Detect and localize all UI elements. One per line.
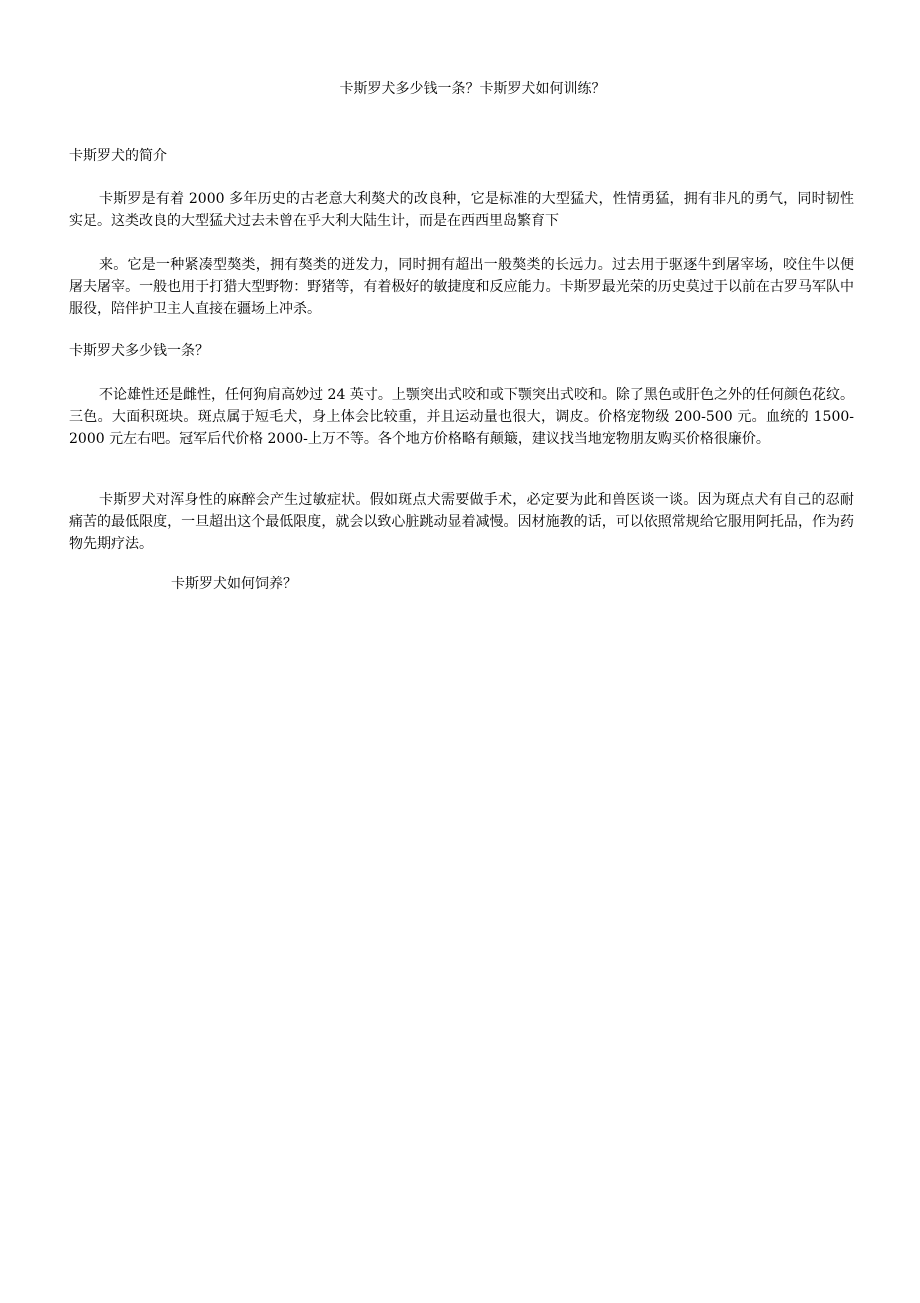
paragraph: 卡斯罗是有着 2000 多年历史的古老意大利獒犬的改良种，它是标准的大型猛犬，性情勇猛，拥有非凡的勇气，同时韧性实足。这类改良的大型猛犬过去未曾在乎大利大陆生计，而是在西西里岛繁育下 bbox=[69, 191, 854, 229]
document-title: 卡斯罗犬多少钱一条？卡斯罗犬如何训练？ bbox=[339, 81, 606, 97]
paragraph: 不论雄性还是雌性，任何狗肩高妙过 24 英寸。上颚突出式咬和或下颚突出式咬和。除了黑色或肝色之外的任何颜色花纹。三色。大面积斑块。斑点属于短毛犬，身上体会比较重，并且运动量也很大，调皮。价格宠物级 200-500 元。血统的 1500-2000 元左右吧。冠军后代价格 2000-上万不等。各个地方价格略有颠簸，建议找当地宠物朋友购买价格很廉价。 bbox=[69, 387, 854, 447]
section-heading-price: 卡斯罗犬多少钱一条？ bbox=[69, 343, 209, 359]
paragraph: 来。它是一种紧凑型獒类，拥有獒类的迸发力，同时拥有超出一般獒类的长远力。过去用于驱逐牛到屠宰场，咬住牛以便屠夫屠宰。一般也用于打猎大型野物：野猪等，有着极好的敏捷度和反应能力。卡斯罗最光荣的历史莫过于以前在古罗马军队中服役，陪伴护卫主人直接在疆场上冲杀。 bbox=[69, 257, 854, 317]
section-heading-feeding: 卡斯罗犬如何饲养？ bbox=[171, 576, 297, 592]
section-heading-intro: 卡斯罗犬的简介 bbox=[69, 148, 167, 164]
paragraph: 卡斯罗犬对浑身性的麻醉会产生过敏症状。假如斑点犬需要做手术，必定要为此和兽医谈一谈。因为斑点犬有自己的忍耐痛苦的最低限度，一旦超出这个最低限度，就会以致心脏跳动显着减慢。因材施教的话，可以依照常规给它服用阿托品，作为药物先期疗法。 bbox=[69, 492, 854, 552]
